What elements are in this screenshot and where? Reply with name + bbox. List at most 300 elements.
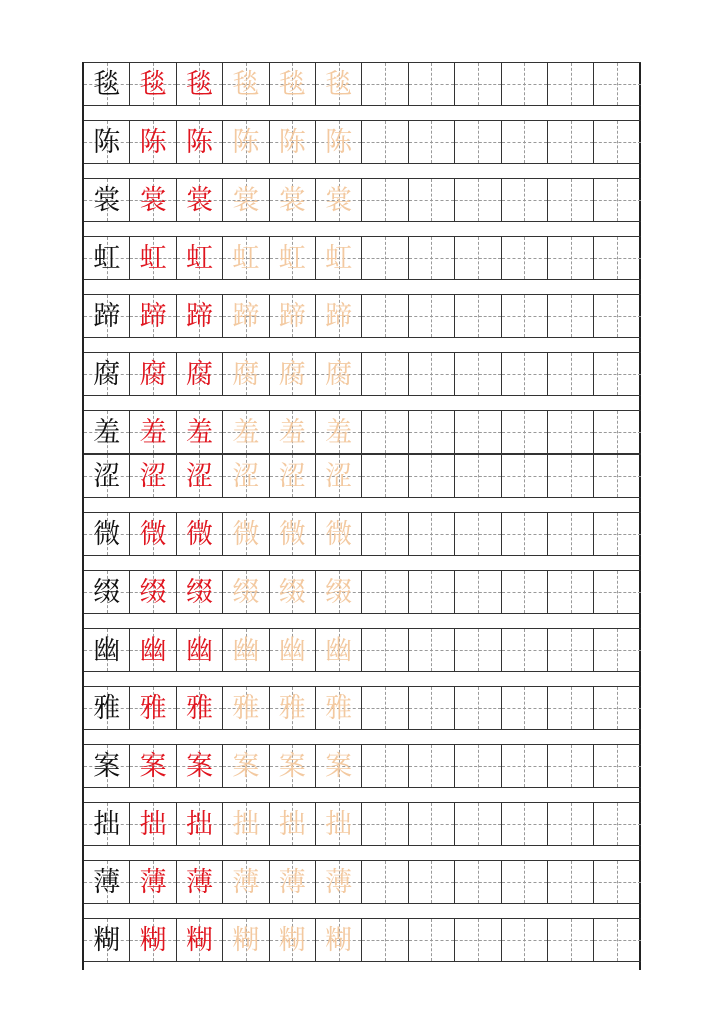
trace-character: 案 [232, 750, 260, 782]
tianzige-cell [130, 803, 176, 845]
tianzige-cell[interactable] [594, 745, 640, 787]
tianzige-cell[interactable] [502, 745, 548, 787]
tianzige-cell [223, 121, 269, 163]
tianzige-cell [316, 121, 362, 163]
tianzige-cell[interactable] [409, 745, 455, 787]
red-copy-character: 糊 [185, 924, 213, 956]
tianzige-cell [270, 63, 316, 105]
tianzige-cell[interactable] [594, 629, 640, 671]
tianzige-cell [130, 63, 176, 105]
tianzige-cell [223, 179, 269, 221]
trace-character: 陈 [278, 126, 306, 158]
tianzige-cell[interactable] [455, 63, 501, 105]
practice-row [84, 744, 641, 788]
trace-character: 涩 [232, 460, 260, 492]
tianzige-cell[interactable] [502, 455, 548, 497]
trace-character: 羞 [278, 416, 306, 448]
tianzige-cell [130, 121, 176, 163]
trace-character: 微 [325, 518, 353, 550]
red-copy-character: 幽 [185, 634, 213, 666]
tianzige-cell[interactable] [594, 455, 640, 497]
tianzige-cell[interactable] [548, 295, 594, 337]
practice-row [84, 178, 641, 222]
tianzige-cell[interactable] [409, 63, 455, 105]
tianzige-cell [270, 295, 316, 337]
trace-character: 毯 [232, 68, 260, 100]
tianzige-cell[interactable] [362, 295, 408, 337]
tianzige-cell [84, 295, 130, 337]
red-copy-character: 案 [139, 750, 167, 782]
tianzige-cell[interactable] [409, 411, 455, 453]
trace-character: 幽 [325, 634, 353, 666]
model-character: 毯 [93, 68, 121, 100]
tianzige-cell[interactable] [594, 353, 640, 395]
tianzige-cell[interactable] [594, 513, 640, 555]
trace-character: 薄 [232, 866, 260, 898]
tianzige-cell [316, 629, 362, 671]
practice-row [84, 294, 641, 338]
tianzige-cell[interactable] [594, 687, 640, 729]
trace-character: 微 [232, 518, 260, 550]
red-copy-character: 微 [139, 518, 167, 550]
red-copy-character: 腐 [185, 358, 213, 390]
tianzige-cell[interactable] [455, 295, 501, 337]
trace-character: 案 [325, 750, 353, 782]
tianzige-cell [177, 803, 223, 845]
tianzige-cell [130, 411, 176, 453]
tianzige-cell[interactable] [362, 629, 408, 671]
tianzige-cell[interactable] [594, 803, 640, 845]
tianzige-cell [84, 179, 130, 221]
tianzige-cell [316, 411, 362, 453]
model-character: 羞 [93, 416, 121, 448]
tianzige-cell [84, 237, 130, 279]
tianzige-cell[interactable] [362, 919, 408, 961]
tianzige-cell [130, 687, 176, 729]
red-copy-character: 幽 [139, 634, 167, 666]
tianzige-cell [316, 919, 362, 961]
tianzige-cell [177, 571, 223, 613]
tianzige-cell[interactable] [594, 63, 640, 105]
tianzige-cell[interactable] [455, 513, 501, 555]
tianzige-cell[interactable] [362, 745, 408, 787]
tianzige-cell[interactable] [502, 179, 548, 221]
tianzige-cell [316, 455, 362, 497]
practice-row [84, 918, 641, 962]
tianzige-cell [270, 121, 316, 163]
trace-character: 微 [278, 518, 306, 550]
trace-character: 拙 [278, 808, 306, 840]
tianzige-cell[interactable] [362, 353, 408, 395]
red-copy-character: 陈 [139, 126, 167, 158]
trace-character: 蹄 [232, 300, 260, 332]
tianzige-cell [84, 455, 130, 497]
tianzige-cell[interactable] [409, 513, 455, 555]
practice-row [84, 410, 641, 454]
model-character: 陈 [93, 126, 121, 158]
tianzige-cell [223, 237, 269, 279]
tianzige-cell [177, 121, 223, 163]
red-copy-character: 雅 [139, 692, 167, 724]
tianzige-cell [177, 353, 223, 395]
practice-row [84, 454, 641, 498]
tianzige-cell [84, 919, 130, 961]
model-character: 微 [93, 518, 121, 550]
trace-character: 陈 [232, 126, 260, 158]
tianzige-cell [130, 353, 176, 395]
tianzige-cell[interactable] [502, 237, 548, 279]
tianzige-cell [84, 121, 130, 163]
tianzige-cell[interactable] [594, 571, 640, 613]
tianzige-cell [130, 455, 176, 497]
tianzige-cell [223, 629, 269, 671]
tianzige-cell[interactable] [502, 513, 548, 555]
model-character: 蹄 [93, 300, 121, 332]
tianzige-cell [130, 745, 176, 787]
tianzige-cell[interactable] [548, 121, 594, 163]
tianzige-cell [130, 861, 176, 903]
tianzige-cell[interactable] [594, 919, 640, 961]
trace-character: 羞 [325, 416, 353, 448]
trace-character: 腐 [232, 358, 260, 390]
red-copy-character: 缀 [185, 576, 213, 608]
trace-character: 虹 [232, 242, 260, 274]
trace-character: 拙 [325, 808, 353, 840]
tianzige-cell [316, 745, 362, 787]
red-copy-character: 裳 [139, 184, 167, 216]
red-copy-character: 微 [185, 518, 213, 550]
tianzige-cell[interactable] [409, 455, 455, 497]
tianzige-cell [177, 455, 223, 497]
practice-row [84, 236, 641, 280]
red-copy-character: 裳 [185, 184, 213, 216]
red-copy-character: 蹄 [185, 300, 213, 332]
trace-character: 幽 [232, 634, 260, 666]
model-character: 裳 [93, 184, 121, 216]
red-copy-character: 毯 [139, 68, 167, 100]
trace-character: 虹 [325, 242, 353, 274]
tianzige-cell[interactable] [502, 353, 548, 395]
tianzige-cell [270, 629, 316, 671]
trace-character: 毯 [278, 68, 306, 100]
tianzige-cell [177, 919, 223, 961]
tianzige-cell [177, 179, 223, 221]
tianzige-cell[interactable] [594, 179, 640, 221]
tianzige-cell [177, 237, 223, 279]
tianzige-cell[interactable] [455, 745, 501, 787]
trace-character: 腐 [278, 358, 306, 390]
tianzige-cell [316, 861, 362, 903]
tianzige-cell[interactable] [409, 919, 455, 961]
tianzige-cell[interactable] [455, 455, 501, 497]
tianzige-cell [130, 571, 176, 613]
red-copy-character: 毯 [185, 68, 213, 100]
tianzige-cell [270, 745, 316, 787]
tianzige-cell [130, 295, 176, 337]
tianzige-cell [177, 861, 223, 903]
trace-character: 腐 [325, 358, 353, 390]
practice-row [84, 860, 641, 904]
tianzige-cell[interactable] [502, 687, 548, 729]
tianzige-cell [270, 411, 316, 453]
model-character: 缀 [93, 576, 121, 608]
tianzige-cell[interactable] [502, 919, 548, 961]
tianzige-cell [84, 411, 130, 453]
tianzige-cell[interactable] [409, 571, 455, 613]
tianzige-cell [270, 353, 316, 395]
tianzige-cell [84, 745, 130, 787]
tianzige-cell[interactable] [455, 861, 501, 903]
tianzige-cell [84, 353, 130, 395]
trace-character: 陈 [325, 126, 353, 158]
tianzige-cell [177, 411, 223, 453]
trace-character: 裳 [278, 184, 306, 216]
tianzige-cell[interactable] [548, 571, 594, 613]
tianzige-cell [223, 63, 269, 105]
trace-character: 涩 [325, 460, 353, 492]
model-character: 薄 [93, 866, 121, 898]
tianzige-cell[interactable] [362, 513, 408, 555]
red-copy-character: 雅 [185, 692, 213, 724]
tianzige-cell [130, 513, 176, 555]
practice-row [84, 62, 641, 106]
red-copy-character: 薄 [185, 866, 213, 898]
tianzige-cell[interactable] [362, 571, 408, 613]
tianzige-cell[interactable] [362, 861, 408, 903]
tianzige-cell[interactable] [548, 63, 594, 105]
tianzige-cell [84, 571, 130, 613]
tianzige-cell[interactable] [362, 455, 408, 497]
tianzige-cell [270, 687, 316, 729]
tianzige-cell[interactable] [548, 513, 594, 555]
red-copy-character: 糊 [139, 924, 167, 956]
tianzige-cell[interactable] [548, 411, 594, 453]
red-copy-character: 羞 [139, 416, 167, 448]
tianzige-cell [177, 63, 223, 105]
tianzige-cell[interactable] [548, 629, 594, 671]
trace-character: 糊 [278, 924, 306, 956]
tianzige-cell[interactable] [548, 237, 594, 279]
tianzige-cell[interactable] [455, 571, 501, 613]
tianzige-cell[interactable] [455, 803, 501, 845]
trace-character: 裳 [325, 184, 353, 216]
tianzige-cell [316, 179, 362, 221]
tianzige-cell[interactable] [548, 687, 594, 729]
tianzige-cell [316, 353, 362, 395]
tianzige-cell [316, 687, 362, 729]
trace-character: 雅 [232, 692, 260, 724]
red-copy-character: 羞 [185, 416, 213, 448]
tianzige-cell [177, 513, 223, 555]
trace-character: 缀 [232, 576, 260, 608]
tianzige-cell[interactable] [594, 121, 640, 163]
tianzige-cell [130, 919, 176, 961]
model-character: 虹 [93, 242, 121, 274]
tianzige-cell[interactable] [455, 121, 501, 163]
tianzige-cell[interactable] [455, 179, 501, 221]
tianzige-cell[interactable] [594, 411, 640, 453]
tianzige-cell[interactable] [455, 919, 501, 961]
tianzige-cell[interactable] [594, 237, 640, 279]
practice-sheet [82, 62, 641, 970]
tianzige-cell[interactable] [502, 63, 548, 105]
practice-row [84, 802, 641, 846]
tianzige-cell[interactable] [594, 861, 640, 903]
tianzige-cell [270, 455, 316, 497]
red-copy-character: 缀 [139, 576, 167, 608]
trace-character: 薄 [325, 866, 353, 898]
tianzige-cell[interactable] [409, 861, 455, 903]
trace-character: 裳 [232, 184, 260, 216]
trace-character: 幽 [278, 634, 306, 666]
tianzige-cell[interactable] [548, 455, 594, 497]
tianzige-cell [270, 803, 316, 845]
model-character: 腐 [93, 358, 121, 390]
tianzige-cell [270, 861, 316, 903]
tianzige-cell [223, 455, 269, 497]
tianzige-cell[interactable] [409, 629, 455, 671]
trace-character: 雅 [278, 692, 306, 724]
red-copy-character: 拙 [139, 808, 167, 840]
red-copy-character: 腐 [139, 358, 167, 390]
trace-character: 毯 [325, 68, 353, 100]
red-copy-character: 陈 [185, 126, 213, 158]
tianzige-cell [84, 629, 130, 671]
tianzige-cell[interactable] [455, 411, 501, 453]
tianzige-cell [177, 745, 223, 787]
tianzige-cell[interactable] [455, 629, 501, 671]
tianzige-cell [84, 513, 130, 555]
practice-row [84, 628, 641, 672]
trace-character: 虹 [278, 242, 306, 274]
tianzige-cell[interactable] [409, 121, 455, 163]
tianzige-cell [223, 411, 269, 453]
tianzige-cell[interactable] [409, 353, 455, 395]
model-character: 拙 [93, 808, 121, 840]
model-character: 糊 [93, 924, 121, 956]
tianzige-cell[interactable] [455, 687, 501, 729]
tianzige-cell [177, 629, 223, 671]
trace-character: 糊 [232, 924, 260, 956]
trace-character: 糊 [325, 924, 353, 956]
model-character: 雅 [93, 692, 121, 724]
tianzige-cell [84, 861, 130, 903]
practice-row [84, 352, 641, 396]
tianzige-cell[interactable] [548, 919, 594, 961]
tianzige-cell[interactable] [409, 237, 455, 279]
trace-character: 雅 [325, 692, 353, 724]
tianzige-cell [177, 295, 223, 337]
tianzige-cell [130, 629, 176, 671]
tianzige-cell [84, 803, 130, 845]
red-copy-character: 案 [185, 750, 213, 782]
trace-character: 薄 [278, 866, 306, 898]
tianzige-cell [223, 687, 269, 729]
tianzige-cell[interactable] [455, 237, 501, 279]
tianzige-cell [223, 861, 269, 903]
tianzige-cell [316, 803, 362, 845]
trace-character: 涩 [278, 460, 306, 492]
tianzige-cell[interactable] [594, 295, 640, 337]
tianzige-cell[interactable] [455, 353, 501, 395]
tianzige-cell [223, 295, 269, 337]
model-character: 涩 [93, 460, 121, 492]
tianzige-cell[interactable] [362, 411, 408, 453]
tianzige-cell[interactable] [362, 237, 408, 279]
red-copy-character: 蹄 [139, 300, 167, 332]
red-copy-character: 涩 [185, 460, 213, 492]
trace-character: 拙 [232, 808, 260, 840]
tianzige-cell[interactable] [548, 745, 594, 787]
tianzige-cell[interactable] [502, 803, 548, 845]
tianzige-cell[interactable] [502, 295, 548, 337]
tianzige-cell[interactable] [362, 121, 408, 163]
red-copy-character: 虹 [139, 242, 167, 274]
tianzige-cell [270, 571, 316, 613]
tianzige-cell[interactable] [409, 179, 455, 221]
tianzige-cell[interactable] [502, 571, 548, 613]
red-copy-character: 拙 [185, 808, 213, 840]
practice-row [84, 686, 641, 730]
tianzige-cell [316, 571, 362, 613]
tianzige-cell[interactable] [548, 179, 594, 221]
practice-row [84, 120, 641, 164]
red-copy-character: 虹 [185, 242, 213, 274]
tianzige-cell [270, 919, 316, 961]
model-character: 幽 [93, 634, 121, 666]
tianzige-cell [84, 687, 130, 729]
trace-character: 蹄 [325, 300, 353, 332]
tianzige-cell[interactable] [362, 687, 408, 729]
tianzige-cell[interactable] [362, 179, 408, 221]
tianzige-cell [270, 237, 316, 279]
tianzige-cell [270, 513, 316, 555]
tianzige-cell[interactable] [548, 353, 594, 395]
practice-row [84, 512, 641, 556]
tianzige-cell[interactable] [548, 861, 594, 903]
tianzige-cell[interactable] [502, 411, 548, 453]
red-copy-character: 薄 [139, 866, 167, 898]
trace-character: 案 [278, 750, 306, 782]
tianzige-cell[interactable] [362, 63, 408, 105]
model-character: 案 [93, 750, 121, 782]
sheet-continuation [84, 958, 641, 970]
tianzige-cell [223, 803, 269, 845]
tianzige-cell[interactable] [502, 861, 548, 903]
tianzige-cell[interactable] [409, 295, 455, 337]
tianzige-cell [316, 63, 362, 105]
tianzige-cell [316, 513, 362, 555]
trace-character: 缀 [278, 576, 306, 608]
tianzige-cell [223, 353, 269, 395]
tianzige-cell[interactable] [548, 803, 594, 845]
tianzige-cell [223, 745, 269, 787]
trace-character: 羞 [232, 416, 260, 448]
tianzige-cell[interactable] [362, 803, 408, 845]
tianzige-cell [84, 63, 130, 105]
tianzige-cell[interactable] [502, 121, 548, 163]
tianzige-cell[interactable] [502, 629, 548, 671]
tianzige-cell [130, 179, 176, 221]
tianzige-cell[interactable] [409, 803, 455, 845]
practice-row [84, 570, 641, 614]
tianzige-cell[interactable] [409, 687, 455, 729]
trace-character: 蹄 [278, 300, 306, 332]
tianzige-cell [130, 237, 176, 279]
tianzige-cell [223, 513, 269, 555]
tianzige-cell [316, 237, 362, 279]
red-copy-character: 涩 [139, 460, 167, 492]
